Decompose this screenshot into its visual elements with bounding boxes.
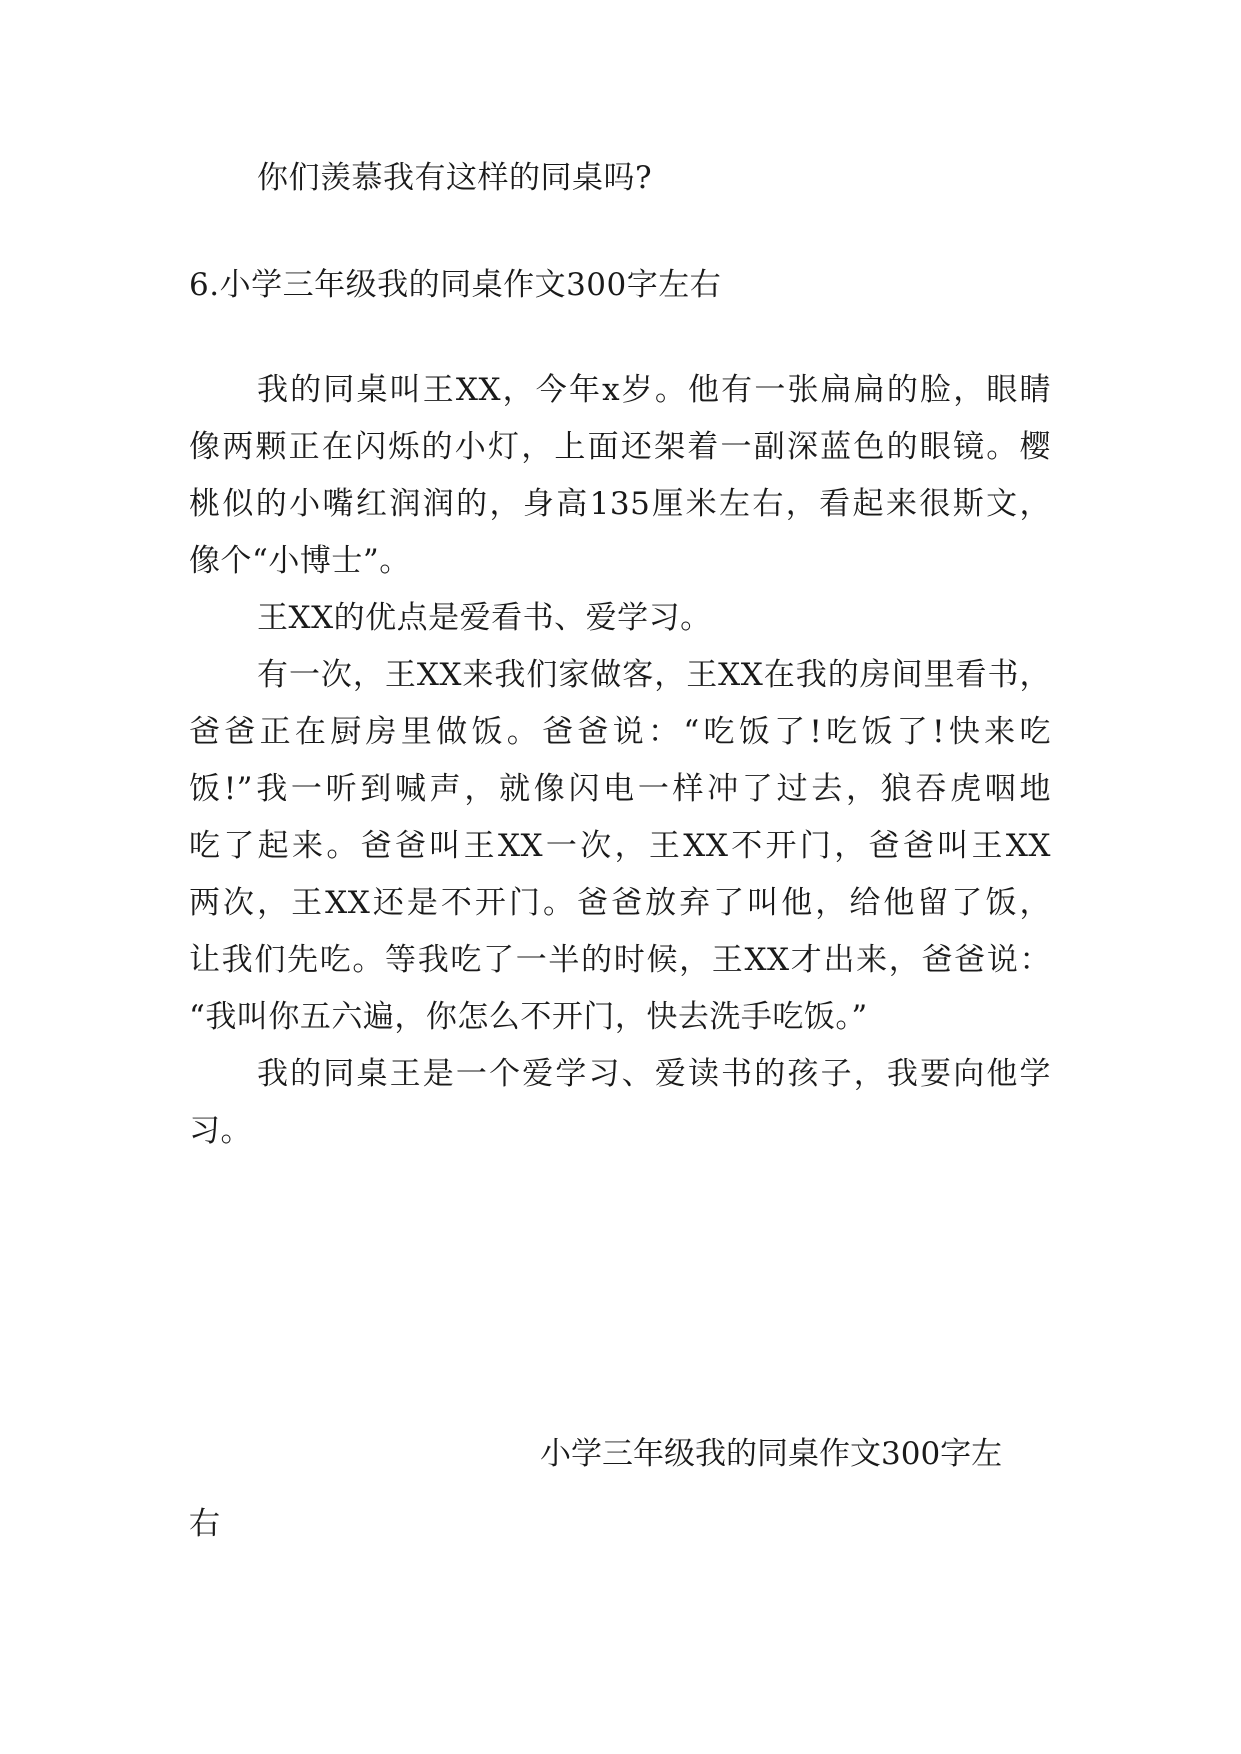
footer-title-wrap: 右 xyxy=(189,1506,220,1542)
paragraph-3-line-7: “我叫你五六遍，你怎么不开门，快去洗手吃饭。” xyxy=(189,999,868,1035)
paragraph-4-line-1: 我的同桌王是一个爱学习、爱读书的孩子，我要向他学 xyxy=(257,1056,1051,1092)
paragraph-1-line-1: 我的同桌叫王XX，今年x岁。他有一张扁扁的脸，眼睛 xyxy=(257,372,1051,408)
intro-paragraph xyxy=(189,150,1051,207)
paragraph-1-line-2: 像两颗正在闪烁的小灯，上面还架着一副深蓝色的眼镜。樱 xyxy=(189,429,1051,465)
paragraph-3-line-5: 两次，王XX还是不开门。爸爸放弃了叫他，给他留了饭， xyxy=(189,885,1051,921)
section-heading-text: 6.小学三年级我的同桌作文300字左右 xyxy=(189,267,722,303)
paragraph-3-line-1: 有一次，王XX来我们家做客，王XX在我的房间里看书， xyxy=(257,657,1051,693)
paragraph-3-line-4: 吃了起来。爸爸叫王XX一次，王XX不开门，爸爸叫王XX xyxy=(189,828,1051,864)
section-heading xyxy=(189,257,1051,314)
paragraph-1-line-4: 像个“小博士”。 xyxy=(189,543,411,579)
paragraph-1-line-3: 桃似的小嘴红润润的，身高135厘米左右，看起来很斯文， xyxy=(189,486,1051,522)
paragraph-3-line-3: 饭!”我一听到喊声，就像闪电一样冲了过去，狼吞虎咽地 xyxy=(189,771,1051,807)
essay-body xyxy=(189,362,1051,1160)
footer-title: 小学三年级我的同桌作文300字左 xyxy=(540,1436,1003,1472)
paragraph-3-line-6: 让我们先吃。等我吃了一半的时候，王XX才出来，爸爸说： xyxy=(189,942,1051,978)
intro-line: 你们羡慕我有这样的同桌吗? xyxy=(257,160,653,196)
paragraph-4-line-2: 习。 xyxy=(189,1113,252,1149)
paragraph-3-line-2: 爸爸正在厨房里做饭。爸爸说：“吃饭了!吃饭了!快来吃 xyxy=(189,714,1051,750)
paragraph-2-line-1: 王XX的优点是爱看书、爱学习。 xyxy=(257,600,712,636)
